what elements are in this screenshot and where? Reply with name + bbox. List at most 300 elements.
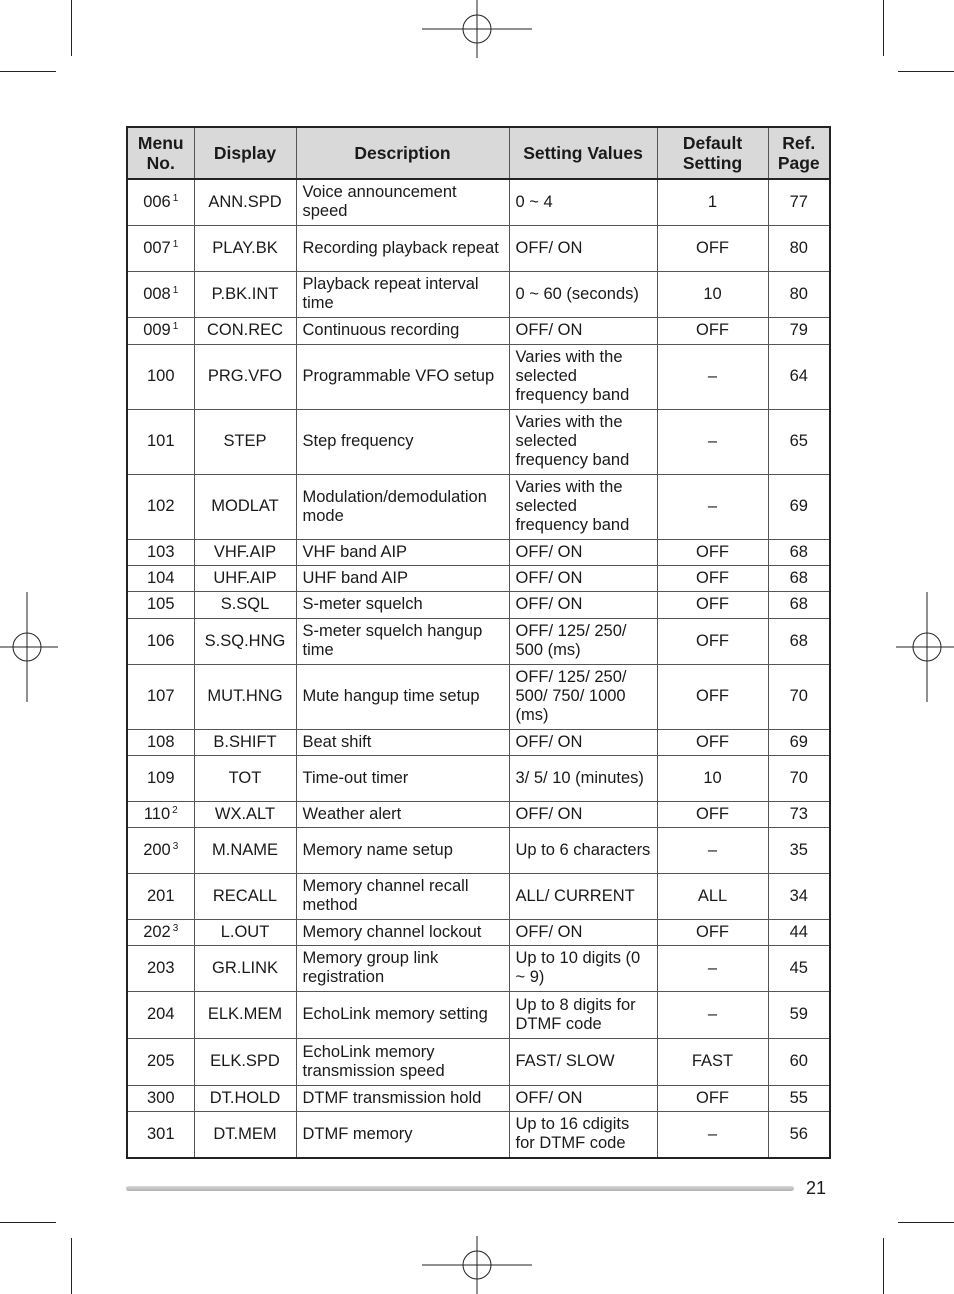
default-setting-cell xyxy=(657,827,768,873)
default-setting-cell-text: OFF xyxy=(696,595,729,613)
setting-values-cell xyxy=(509,827,657,873)
table-row xyxy=(127,755,830,801)
menu-no-cell xyxy=(127,271,194,317)
ref-page-cell xyxy=(768,945,830,991)
display-cell xyxy=(194,539,296,565)
ref-page-cell-text: 80 xyxy=(789,238,808,257)
menu-no-cell-text: 107 xyxy=(146,687,175,705)
ref-page-cell xyxy=(768,919,830,945)
description-cell xyxy=(296,317,509,344)
description-cell-text: Recording playback repeat xyxy=(302,238,499,257)
menu-no-cell-text: 007 xyxy=(143,238,171,257)
table-row xyxy=(127,591,830,618)
setting-values-cell-text: 3/ 5/ 10 (minutes) xyxy=(515,768,644,787)
default-setting-cell-text: FAST xyxy=(691,1052,734,1070)
ref-page-cell-text: 56 xyxy=(789,1124,808,1143)
table-row xyxy=(127,225,830,271)
display-cell xyxy=(194,618,296,664)
display-cell xyxy=(194,827,296,873)
ref-page-cell-text: 59 xyxy=(789,1005,808,1023)
default-setting-cell-text: – xyxy=(707,1005,718,1023)
display-cell xyxy=(194,474,296,539)
menu-no-cell-text: 106 xyxy=(146,631,175,650)
description-cell xyxy=(296,591,509,618)
default-setting-cell xyxy=(657,591,768,618)
display-cell xyxy=(194,801,296,827)
default-setting-cell-text: – xyxy=(707,432,718,450)
description-cell-text: Playback repeat interval time xyxy=(302,275,479,312)
ref-page-cell xyxy=(768,225,830,271)
display-cell-text: S.SQ.HNG xyxy=(204,631,286,650)
description-cell-text: Memory group link registration xyxy=(302,949,439,986)
default-setting-cell-text: – xyxy=(707,840,718,859)
setting-values-cell-text: 0 ~ 4 xyxy=(515,192,553,211)
description-cell xyxy=(296,409,509,474)
table-row xyxy=(127,539,830,565)
display-cell-text: MODLAT xyxy=(211,497,279,515)
menu-no-cell-text: 200 xyxy=(143,840,171,859)
header-setting-values: Setting Values xyxy=(509,127,657,179)
setting-values-cell xyxy=(509,664,657,729)
ref-page-cell xyxy=(768,591,830,618)
display-cell xyxy=(194,945,296,991)
table-header-row xyxy=(127,127,830,179)
header-description: Description xyxy=(296,127,509,179)
header-display: Display xyxy=(194,127,296,179)
setting-values-cell-text: Varies with the selected frequency band xyxy=(515,413,630,469)
default-setting-cell xyxy=(657,474,768,539)
ref-page-cell-text: 73 xyxy=(789,804,808,823)
table-row xyxy=(127,664,830,729)
description-cell xyxy=(296,873,509,919)
ref-page-cell xyxy=(768,474,830,539)
ref-page-cell xyxy=(768,873,830,919)
ref-page-cell xyxy=(768,618,830,664)
default-setting-cell xyxy=(657,618,768,664)
ref-page-cell xyxy=(768,755,830,801)
display-cell xyxy=(194,225,296,271)
setting-values-cell xyxy=(509,271,657,317)
menu-no-cell-text: 103 xyxy=(146,542,175,561)
setting-values-cell xyxy=(509,801,657,827)
setting-values-cell-text: OFF/ ON xyxy=(515,321,583,339)
display-cell-text: PLAY.BK xyxy=(212,238,278,257)
menu-no-cell-text: 300 xyxy=(146,1088,175,1107)
menu-no-cell-text: 104 xyxy=(146,568,175,587)
description-cell xyxy=(296,664,509,729)
menu-no-cell xyxy=(127,1038,194,1085)
menu-no-cell-text: 008 xyxy=(143,284,171,303)
setting-values-cell xyxy=(509,1111,657,1158)
setting-values-cell xyxy=(509,474,657,539)
description-cell xyxy=(296,801,509,827)
header-default-setting: Default Setting xyxy=(657,127,768,179)
setting-values-cell-text: ALL/ CURRENT xyxy=(515,886,635,905)
display-cell-text: CON.REC xyxy=(206,321,284,339)
setting-values-cell xyxy=(509,729,657,755)
table-row xyxy=(127,991,830,1038)
setting-values-cell-text: OFF/ 125/ 250/ 500 (ms) xyxy=(515,622,627,659)
menu-no-cell-text: 204 xyxy=(146,1005,175,1023)
table-row xyxy=(127,1085,830,1111)
registration-mark-top xyxy=(420,0,534,60)
description-cell-text: DTMF memory xyxy=(302,1124,413,1143)
default-setting-cell xyxy=(657,801,768,827)
menu-no-cell xyxy=(127,565,194,591)
menu-no-cell-text: 100 xyxy=(146,367,175,385)
display-cell-text: L.OUT xyxy=(220,922,270,941)
setting-values-cell xyxy=(509,1038,657,1085)
crop-mark xyxy=(0,71,56,72)
setting-values-cell xyxy=(509,179,657,225)
menu-no-cell xyxy=(127,474,194,539)
menu-no-cell-text: 110 xyxy=(143,804,171,823)
ref-page-cell-text: 65 xyxy=(789,432,808,450)
menu-no-cell-text: 101 xyxy=(146,432,175,450)
table-row xyxy=(127,271,830,317)
menu-no-cell xyxy=(127,539,194,565)
footnote-marker: 3 xyxy=(172,922,179,934)
setting-values-cell-text: OFF/ ON xyxy=(515,238,583,257)
crop-mark xyxy=(71,0,72,56)
setting-values-cell-text: OFF/ 125/ 250/ 500/ 750/ 1000 (ms) xyxy=(515,668,627,724)
display-cell-text: RECALL xyxy=(212,886,278,905)
default-setting-cell-text: OFF xyxy=(696,732,729,751)
menu-no-cell-text: 203 xyxy=(146,958,175,977)
description-cell xyxy=(296,474,509,539)
default-setting-cell-text: OFF xyxy=(696,631,729,650)
description-cell xyxy=(296,1111,509,1158)
menu-no-cell xyxy=(127,225,194,271)
table-row xyxy=(127,919,830,945)
description-cell-text: Beat shift xyxy=(302,732,372,751)
table-row xyxy=(127,179,830,225)
description-cell-text: VHF band AIP xyxy=(302,542,408,561)
setting-values-cell xyxy=(509,1085,657,1111)
display-cell xyxy=(194,565,296,591)
menu-no-cell xyxy=(127,409,194,474)
table-row xyxy=(127,827,830,873)
table-row xyxy=(127,618,830,664)
table-row xyxy=(127,1038,830,1085)
ref-page-cell xyxy=(768,1085,830,1111)
default-setting-cell-text: 10 xyxy=(703,768,722,787)
setting-values-cell-text: Up to 16 cdigits for DTMF code xyxy=(515,1115,630,1153)
ref-page-cell xyxy=(768,539,830,565)
ref-page-cell-text: 44 xyxy=(789,922,808,941)
default-setting-cell xyxy=(657,945,768,991)
footnote-marker: 1 xyxy=(172,192,179,204)
default-setting-cell xyxy=(657,565,768,591)
display-cell-text: B.SHIFT xyxy=(213,732,277,751)
setting-values-cell-text: OFF/ ON xyxy=(515,542,583,561)
menu-no-cell xyxy=(127,664,194,729)
crop-mark xyxy=(898,1222,954,1223)
display-cell-text: P.BK.INT xyxy=(211,284,279,303)
crop-mark xyxy=(0,1222,56,1223)
description-cell-text: UHF band AIP xyxy=(302,568,408,587)
display-cell-text: WX.ALT xyxy=(214,804,276,823)
setting-values-cell xyxy=(509,919,657,945)
description-cell-text: Memory name setup xyxy=(302,840,453,859)
description-cell-text: Memory channel lockout xyxy=(302,922,482,941)
description-cell xyxy=(296,827,509,873)
display-cell xyxy=(194,991,296,1038)
table-row xyxy=(127,1111,830,1158)
description-cell xyxy=(296,1038,509,1085)
menu-no-cell xyxy=(127,317,194,344)
ref-page-cell xyxy=(768,179,830,225)
default-setting-cell xyxy=(657,755,768,801)
setting-values-cell xyxy=(509,409,657,474)
menu-no-cell xyxy=(127,618,194,664)
display-cell xyxy=(194,919,296,945)
default-setting-cell xyxy=(657,991,768,1038)
menu-no-cell xyxy=(127,919,194,945)
setting-values-cell-text: OFF/ ON xyxy=(515,1088,583,1107)
description-cell-text: Voice announcement speed xyxy=(302,183,457,221)
menu-no-cell xyxy=(127,801,194,827)
ref-page-cell-text: 69 xyxy=(789,732,808,751)
menu-no-cell-text: 108 xyxy=(146,732,175,751)
ref-page-cell-text: 69 xyxy=(789,497,808,515)
description-cell xyxy=(296,1085,509,1111)
setting-values-cell xyxy=(509,755,657,801)
page-number: 21 xyxy=(806,1178,827,1198)
default-setting-cell xyxy=(657,179,768,225)
default-setting-cell-text: OFF xyxy=(696,804,729,823)
default-setting-cell xyxy=(657,409,768,474)
setting-values-cell-text: OFF/ ON xyxy=(515,568,583,587)
default-setting-cell-text: – xyxy=(707,497,718,515)
display-cell-text: DT.HOLD xyxy=(209,1088,281,1107)
ref-page-cell xyxy=(768,344,830,409)
display-cell xyxy=(194,271,296,317)
description-cell xyxy=(296,919,509,945)
ref-page-cell-text: 68 xyxy=(789,568,808,587)
default-setting-cell xyxy=(657,1085,768,1111)
display-cell xyxy=(194,344,296,409)
default-setting-cell xyxy=(657,1111,768,1158)
default-setting-cell xyxy=(657,271,768,317)
ref-page-cell xyxy=(768,409,830,474)
ref-page-cell-text: 64 xyxy=(789,367,808,385)
default-setting-cell-text: OFF xyxy=(696,922,729,941)
default-setting-cell-text: ALL xyxy=(697,886,728,905)
menu-settings-table xyxy=(126,126,831,1159)
description-cell-text: Step frequency xyxy=(302,432,414,450)
display-cell-text: UHF.AIP xyxy=(213,568,277,587)
description-cell-text: Mute hangup time setup xyxy=(302,687,480,705)
description-cell xyxy=(296,539,509,565)
table-row xyxy=(127,729,830,755)
description-cell xyxy=(296,945,509,991)
display-cell-text: MUT.HNG xyxy=(207,687,283,705)
table-row xyxy=(127,945,830,991)
setting-values-cell xyxy=(509,618,657,664)
ref-page-cell xyxy=(768,827,830,873)
setting-values-cell xyxy=(509,945,657,991)
ref-page-cell xyxy=(768,664,830,729)
footnote-marker: 1 xyxy=(172,284,179,296)
table-row xyxy=(127,873,830,919)
menu-no-cell xyxy=(127,873,194,919)
table-row xyxy=(127,801,830,827)
ref-page-cell-text: 80 xyxy=(789,284,808,303)
description-cell-text: DTMF transmission hold xyxy=(302,1088,482,1107)
default-setting-cell-text: – xyxy=(707,367,718,385)
menu-no-cell-text: 301 xyxy=(146,1124,175,1143)
default-setting-cell-text: OFF xyxy=(696,1088,729,1107)
ref-page-cell-text: 34 xyxy=(789,886,808,905)
setting-values-cell-text: Up to 8 digits for DTMF code xyxy=(515,995,636,1033)
menu-no-cell-text: 105 xyxy=(146,595,175,613)
description-cell xyxy=(296,271,509,317)
setting-values-cell-text: Varies with the selected frequency band xyxy=(515,348,630,404)
description-cell xyxy=(296,755,509,801)
menu-no-cell xyxy=(127,1085,194,1111)
default-setting-cell xyxy=(657,539,768,565)
description-cell xyxy=(296,344,509,409)
setting-values-cell-text: Varies with the selected frequency band xyxy=(515,478,630,534)
registration-mark-bottom xyxy=(420,1234,534,1294)
description-cell-text: S-meter squelch hangup time xyxy=(302,622,483,659)
default-setting-cell-text: OFF xyxy=(696,321,729,339)
setting-values-cell xyxy=(509,565,657,591)
setting-values-cell-text: OFF/ ON xyxy=(515,732,583,751)
menu-no-cell xyxy=(127,1111,194,1158)
menu-no-cell-text: 006 xyxy=(143,192,171,211)
menu-no-cell xyxy=(127,827,194,873)
registration-mark-right xyxy=(894,590,954,704)
ref-page-cell xyxy=(768,991,830,1038)
header-menu-no: Menu No. xyxy=(127,127,194,179)
default-setting-cell-text: OFF xyxy=(696,238,729,257)
setting-values-cell xyxy=(509,225,657,271)
description-cell xyxy=(296,729,509,755)
display-cell xyxy=(194,755,296,801)
ref-page-cell-text: 70 xyxy=(789,687,808,705)
menu-no-cell-text: 205 xyxy=(146,1052,175,1070)
ref-page-cell-text: 45 xyxy=(789,958,808,977)
default-setting-cell xyxy=(657,1038,768,1085)
menu-no-cell xyxy=(127,344,194,409)
description-cell-text: Modulation/demodulation mode xyxy=(302,487,487,525)
display-cell xyxy=(194,179,296,225)
display-cell xyxy=(194,591,296,618)
table-row xyxy=(127,565,830,591)
menu-no-cell xyxy=(127,591,194,618)
crop-mark xyxy=(883,1238,884,1294)
default-setting-cell-text: 1 xyxy=(707,192,718,211)
ref-page-cell xyxy=(768,565,830,591)
setting-values-cell-text: Up to 10 digits (0 ~ 9) xyxy=(515,949,641,986)
default-setting-cell-text: OFF xyxy=(696,568,729,587)
menu-no-cell-text: 109 xyxy=(146,768,175,787)
display-cell xyxy=(194,409,296,474)
display-cell-text: VHF.AIP xyxy=(213,542,277,561)
setting-values-cell-text: 0 ~ 60 (seconds) xyxy=(515,284,639,303)
description-cell-text: EchoLink memory transmission speed xyxy=(302,1042,445,1080)
setting-values-cell-text: OFF/ ON xyxy=(515,595,583,613)
default-setting-cell-text: – xyxy=(707,1124,718,1143)
table-row xyxy=(127,344,830,409)
display-cell-text: ELK.SPD xyxy=(210,1052,280,1070)
ref-page-cell-text: 68 xyxy=(789,631,808,650)
description-cell-text: Weather alert xyxy=(302,804,402,823)
setting-values-cell-text: OFF/ ON xyxy=(515,922,583,941)
crop-mark xyxy=(883,0,884,56)
display-cell-text: M.NAME xyxy=(212,840,278,859)
description-cell xyxy=(296,565,509,591)
default-setting-cell xyxy=(657,317,768,344)
display-cell-text: PRG.VFO xyxy=(207,367,283,385)
ref-page-cell-text: 68 xyxy=(789,595,808,613)
crop-mark xyxy=(898,71,954,72)
ref-page-cell-text: 77 xyxy=(789,192,808,211)
crop-mark xyxy=(71,1238,72,1294)
default-setting-cell xyxy=(657,664,768,729)
description-cell-text: Memory channel recall method xyxy=(302,877,469,914)
ref-page-cell xyxy=(768,801,830,827)
ref-page-cell xyxy=(768,317,830,344)
display-cell-text: ELK.MEM xyxy=(207,1005,283,1023)
default-setting-cell xyxy=(657,919,768,945)
description-cell-text: Continuous recording xyxy=(302,321,460,339)
display-cell-text: STEP xyxy=(223,432,267,450)
description-cell xyxy=(296,618,509,664)
description-cell xyxy=(296,991,509,1038)
ref-page-cell xyxy=(768,1111,830,1158)
display-cell xyxy=(194,1085,296,1111)
footnote-marker: 1 xyxy=(172,238,179,250)
display-cell-text: GR.LINK xyxy=(211,958,279,977)
description-cell-text: S-meter squelch xyxy=(302,595,423,613)
default-setting-cell-text: OFF xyxy=(696,542,729,561)
ref-page-cell-text: 55 xyxy=(789,1088,808,1107)
ref-page-cell xyxy=(768,1038,830,1085)
table-row xyxy=(127,474,830,539)
setting-values-cell xyxy=(509,317,657,344)
footnote-marker: 1 xyxy=(172,321,179,332)
menu-no-cell xyxy=(127,179,194,225)
menu-no-cell xyxy=(127,945,194,991)
menu-no-cell-text: 201 xyxy=(146,886,175,905)
setting-values-cell xyxy=(509,344,657,409)
display-cell-text: DT.MEM xyxy=(213,1124,277,1143)
ref-page-cell-text: 35 xyxy=(789,840,808,859)
default-setting-cell-text: OFF xyxy=(696,687,729,705)
display-cell xyxy=(194,664,296,729)
default-setting-cell xyxy=(657,729,768,755)
ref-page-cell xyxy=(768,729,830,755)
table-row xyxy=(127,409,830,474)
display-cell-text: TOT xyxy=(228,768,262,787)
display-cell xyxy=(194,1111,296,1158)
display-cell xyxy=(194,1038,296,1085)
default-setting-cell-text: – xyxy=(707,958,718,977)
description-cell xyxy=(296,179,509,225)
setting-values-cell xyxy=(509,591,657,618)
description-cell-text: Programmable VFO setup xyxy=(302,367,495,385)
table-row xyxy=(127,317,830,344)
menu-no-cell xyxy=(127,991,194,1038)
display-cell xyxy=(194,873,296,919)
setting-values-cell xyxy=(509,991,657,1038)
ref-page-cell-text: 60 xyxy=(789,1052,808,1070)
menu-no-cell-text: 009 xyxy=(143,321,171,339)
setting-values-cell xyxy=(509,873,657,919)
